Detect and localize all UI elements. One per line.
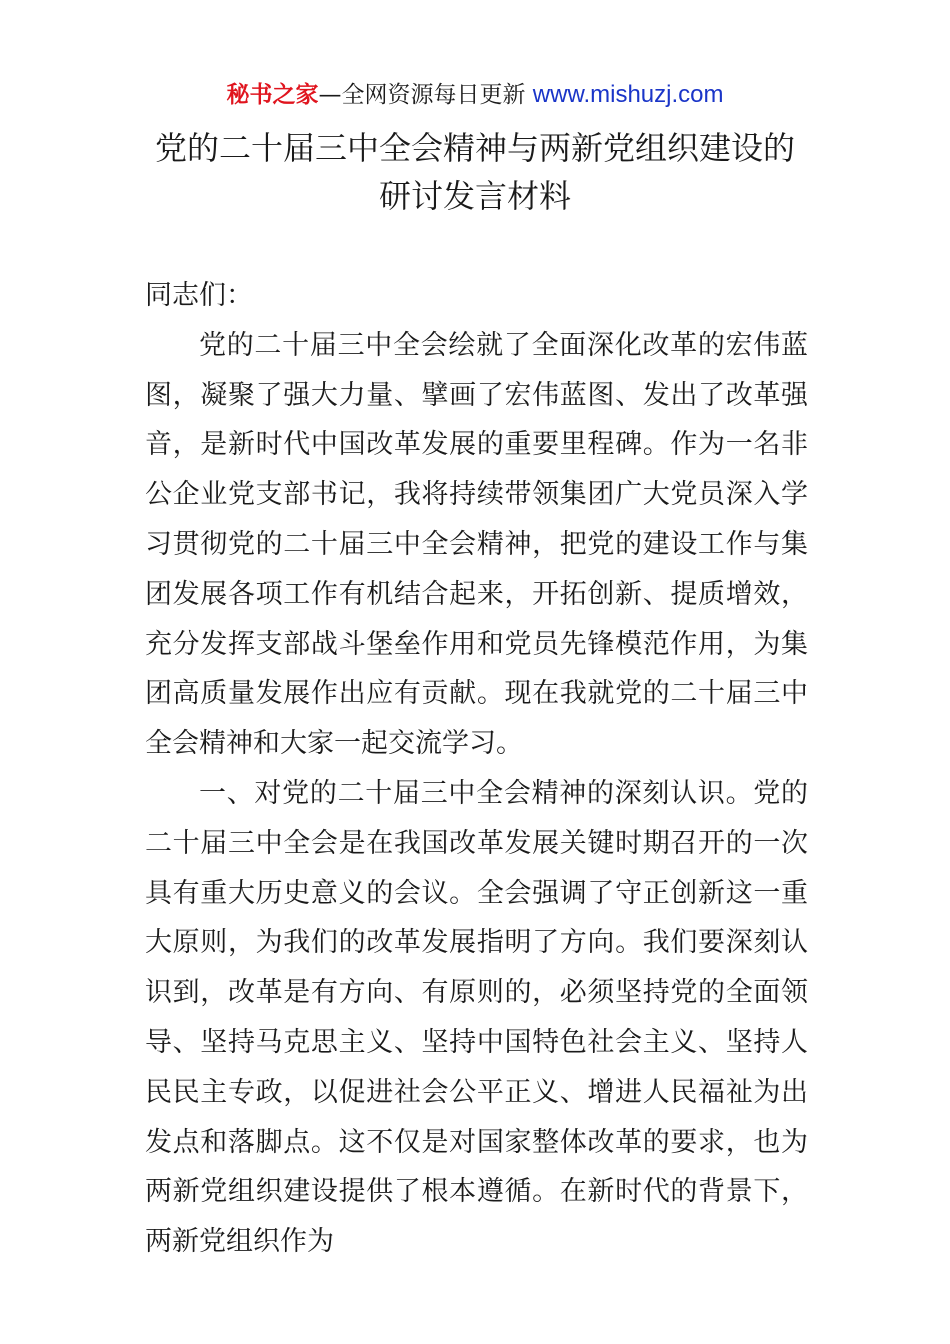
- brand-name: 秘书之家: [226, 82, 319, 108]
- paragraph-intro: 党的二十届三中全会绘就了全面深化改革的宏伟蓝图，凝聚了强大力量、擘画了宏伟蓝图、发出了改革强音，是新时代中国改革发展的重要里程碑。作为一名非公企业党支部书记，我将持续带领集团广大党员深入学习贯彻党的二十届三中全会精神，把党的建设工作与集团发展各项工作有机结合起来，开拓创新、提质增效，充分发挥支部战斗堡垒作用和党员先锋模范作用，为集团高质量发展作出应有贡献。现在我就党的二十届三中全会精神和大家一起交流学习。: [145, 329, 808, 760]
- title-line-2: 研讨发言材料: [378, 177, 571, 215]
- paragraph-section-1: 一、对党的二十届三中全会精神的深刻认识。党的二十届三中全会是在我国改革发展关键时期召开的一次具有重大历史意义的会议。全会强调了守正创新这一重大原则，为我们的改革发展指明了方向。我们要深刻认识到，改革是有方向、有原则的，必须坚持党的全面领导、坚持马克思主义、坚持中国特色社会主义、坚持人民民主专政，以促进社会公平正义、增进人民福祉为出发点和落脚点。这不仅是对国家整体改革的要求，也为两新党组织建设提供了根本遵循。在新时代的背景下，两新党组织作为: [145, 777, 808, 1258]
- site-url[interactable]: www.mishuzj.com: [532, 81, 724, 108]
- site-slogan: —全网资源每日更新: [318, 82, 533, 108]
- salutation: 同志们：: [145, 280, 253, 311]
- document-title: [0, 124, 950, 220]
- document-body: [145, 271, 808, 1267]
- site-header: [0, 78, 950, 112]
- title-line-1: 党的二十届三中全会精神与两新党组织建设的: [154, 129, 795, 167]
